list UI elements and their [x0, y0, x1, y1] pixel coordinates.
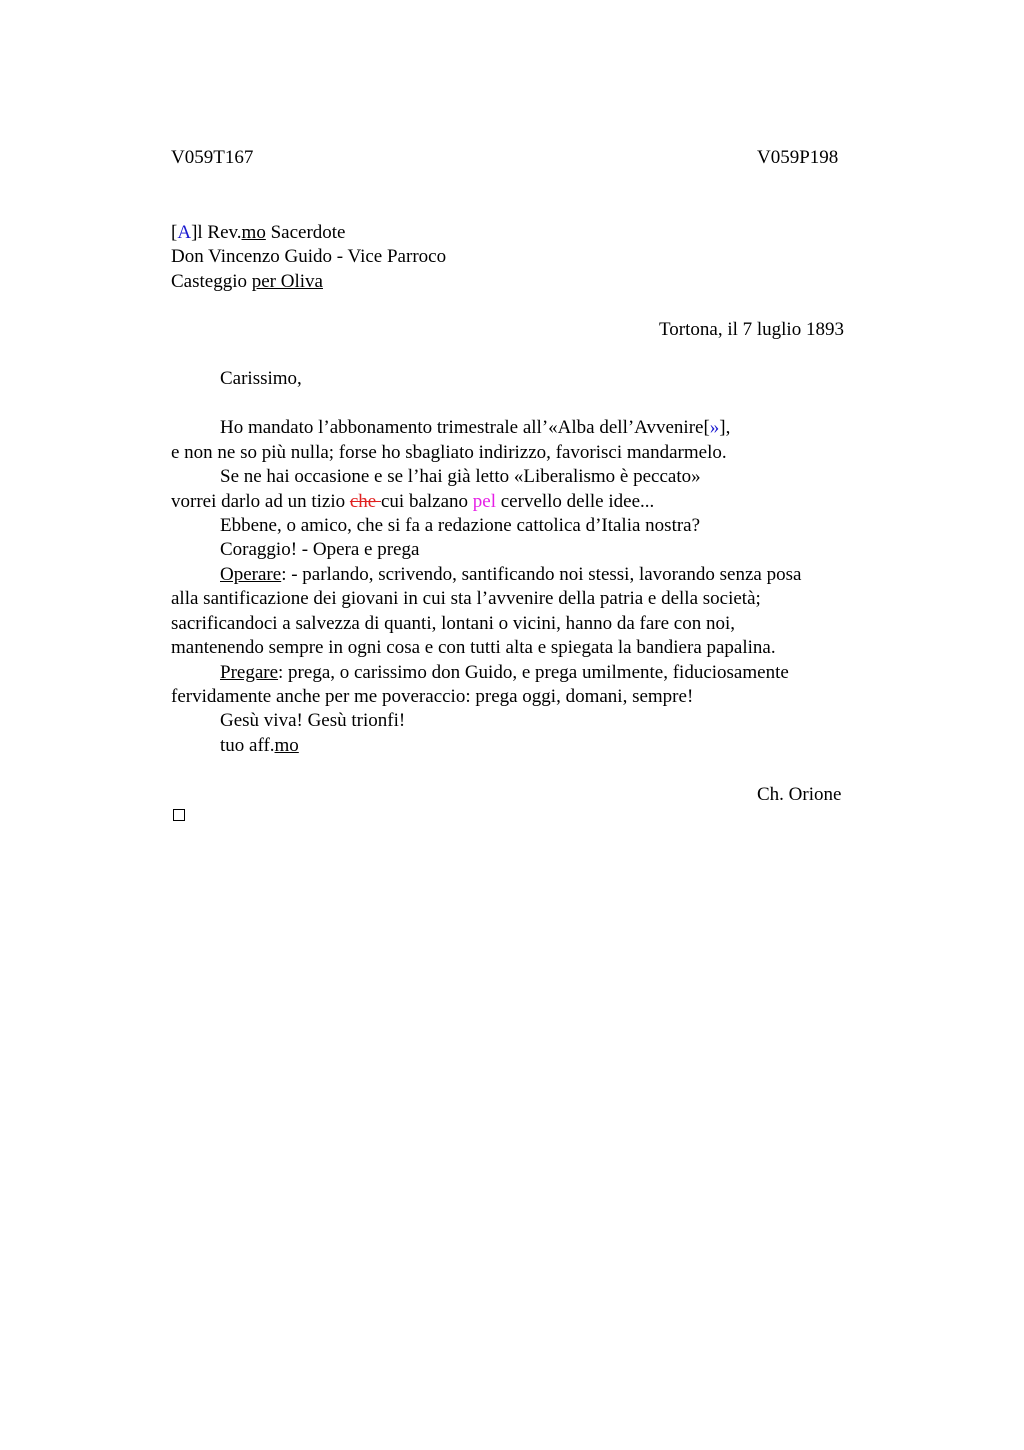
salutation: Carissimo, [220, 368, 302, 389]
closing-abbrev: mo [274, 735, 299, 756]
right-code: V059P198 [757, 147, 839, 168]
closing [220, 734, 299, 758]
body-line: alla santificazione dei giovani in cui sta l’avvenire della patria e della società; [171, 588, 761, 609]
keyword-operare: Operare [220, 564, 282, 585]
restored-letter: A [177, 222, 192, 243]
body-text: : - parlando, scrivendo, santificando noi stessi, lavorando senza posa [281, 564, 802, 585]
body-line [171, 490, 654, 514]
address-line-1 [171, 221, 345, 245]
body-line: Ebbene, o amico, che si fa a redazione cattolica d’Italia nostra? [220, 515, 701, 536]
address-line-3 [171, 270, 323, 294]
body-text: : prega, o carissimo don Guido, e prega umilmente, fiduciosamente [278, 662, 789, 683]
body-line: e non ne so più nulla; forse ho sbagliato indirizzo, favorisci mandarmelo. [171, 442, 727, 463]
left-code: V059T167 [171, 147, 254, 168]
bracket-close: ] [191, 222, 198, 243]
address-destination: per Oliva [251, 271, 323, 292]
body-line: mantenendo sempre in ogni cosa e con tutti alta e spiegata la bandiera papalina. [171, 637, 776, 658]
bracket-open: [ [703, 417, 710, 438]
address-title: l Rev. [197, 222, 242, 243]
signature: Ch. Orione [757, 784, 842, 805]
body-line: Se ne hai occasione e se l’hai già letto «Liberalismo è peccato» [220, 466, 701, 487]
body-line: Gesù viva! Gesù trionfi! [220, 710, 406, 731]
body-line [220, 416, 730, 440]
inserted-word: pel [472, 491, 496, 512]
address-title-rest: Sacerdote [265, 222, 346, 243]
body-line [220, 661, 789, 685]
closing-text: tuo aff. [220, 735, 275, 756]
empty-square-icon [173, 809, 185, 821]
address-line-2: Don Vincenzo Guido - Vice Parroco [171, 246, 447, 267]
body-line: Coraggio! - Opera e prega [220, 539, 420, 560]
bracket-open: [ [171, 222, 178, 243]
body-text: Ho mandato l’abbonamento trimestrale all’«Alba dell’Avvenire [220, 417, 704, 438]
body-text: cervello delle idee... [496, 491, 655, 512]
body-line: sacrificandoci a salvezza di quanti, lontani o vicini, hanno da fare con noi, [171, 613, 735, 634]
body-line [220, 563, 801, 587]
deleted-word: che [349, 491, 381, 512]
body-text: cui balzano [380, 491, 473, 512]
dateline: Tortona, il 7 luglio 1893 [659, 319, 844, 340]
body-line: fervidamente anche per me poveraccio: prega oggi, domani, sempre! [171, 686, 694, 707]
body-text: vorrei darlo ad un tizio [171, 491, 350, 512]
restored-guillemet: » [709, 417, 720, 438]
bracket-close: ], [719, 417, 731, 438]
keyword-pregare: Pregare [220, 662, 279, 683]
address-title-abbrev: mo [241, 222, 266, 243]
address-town: Casteggio [171, 271, 252, 292]
